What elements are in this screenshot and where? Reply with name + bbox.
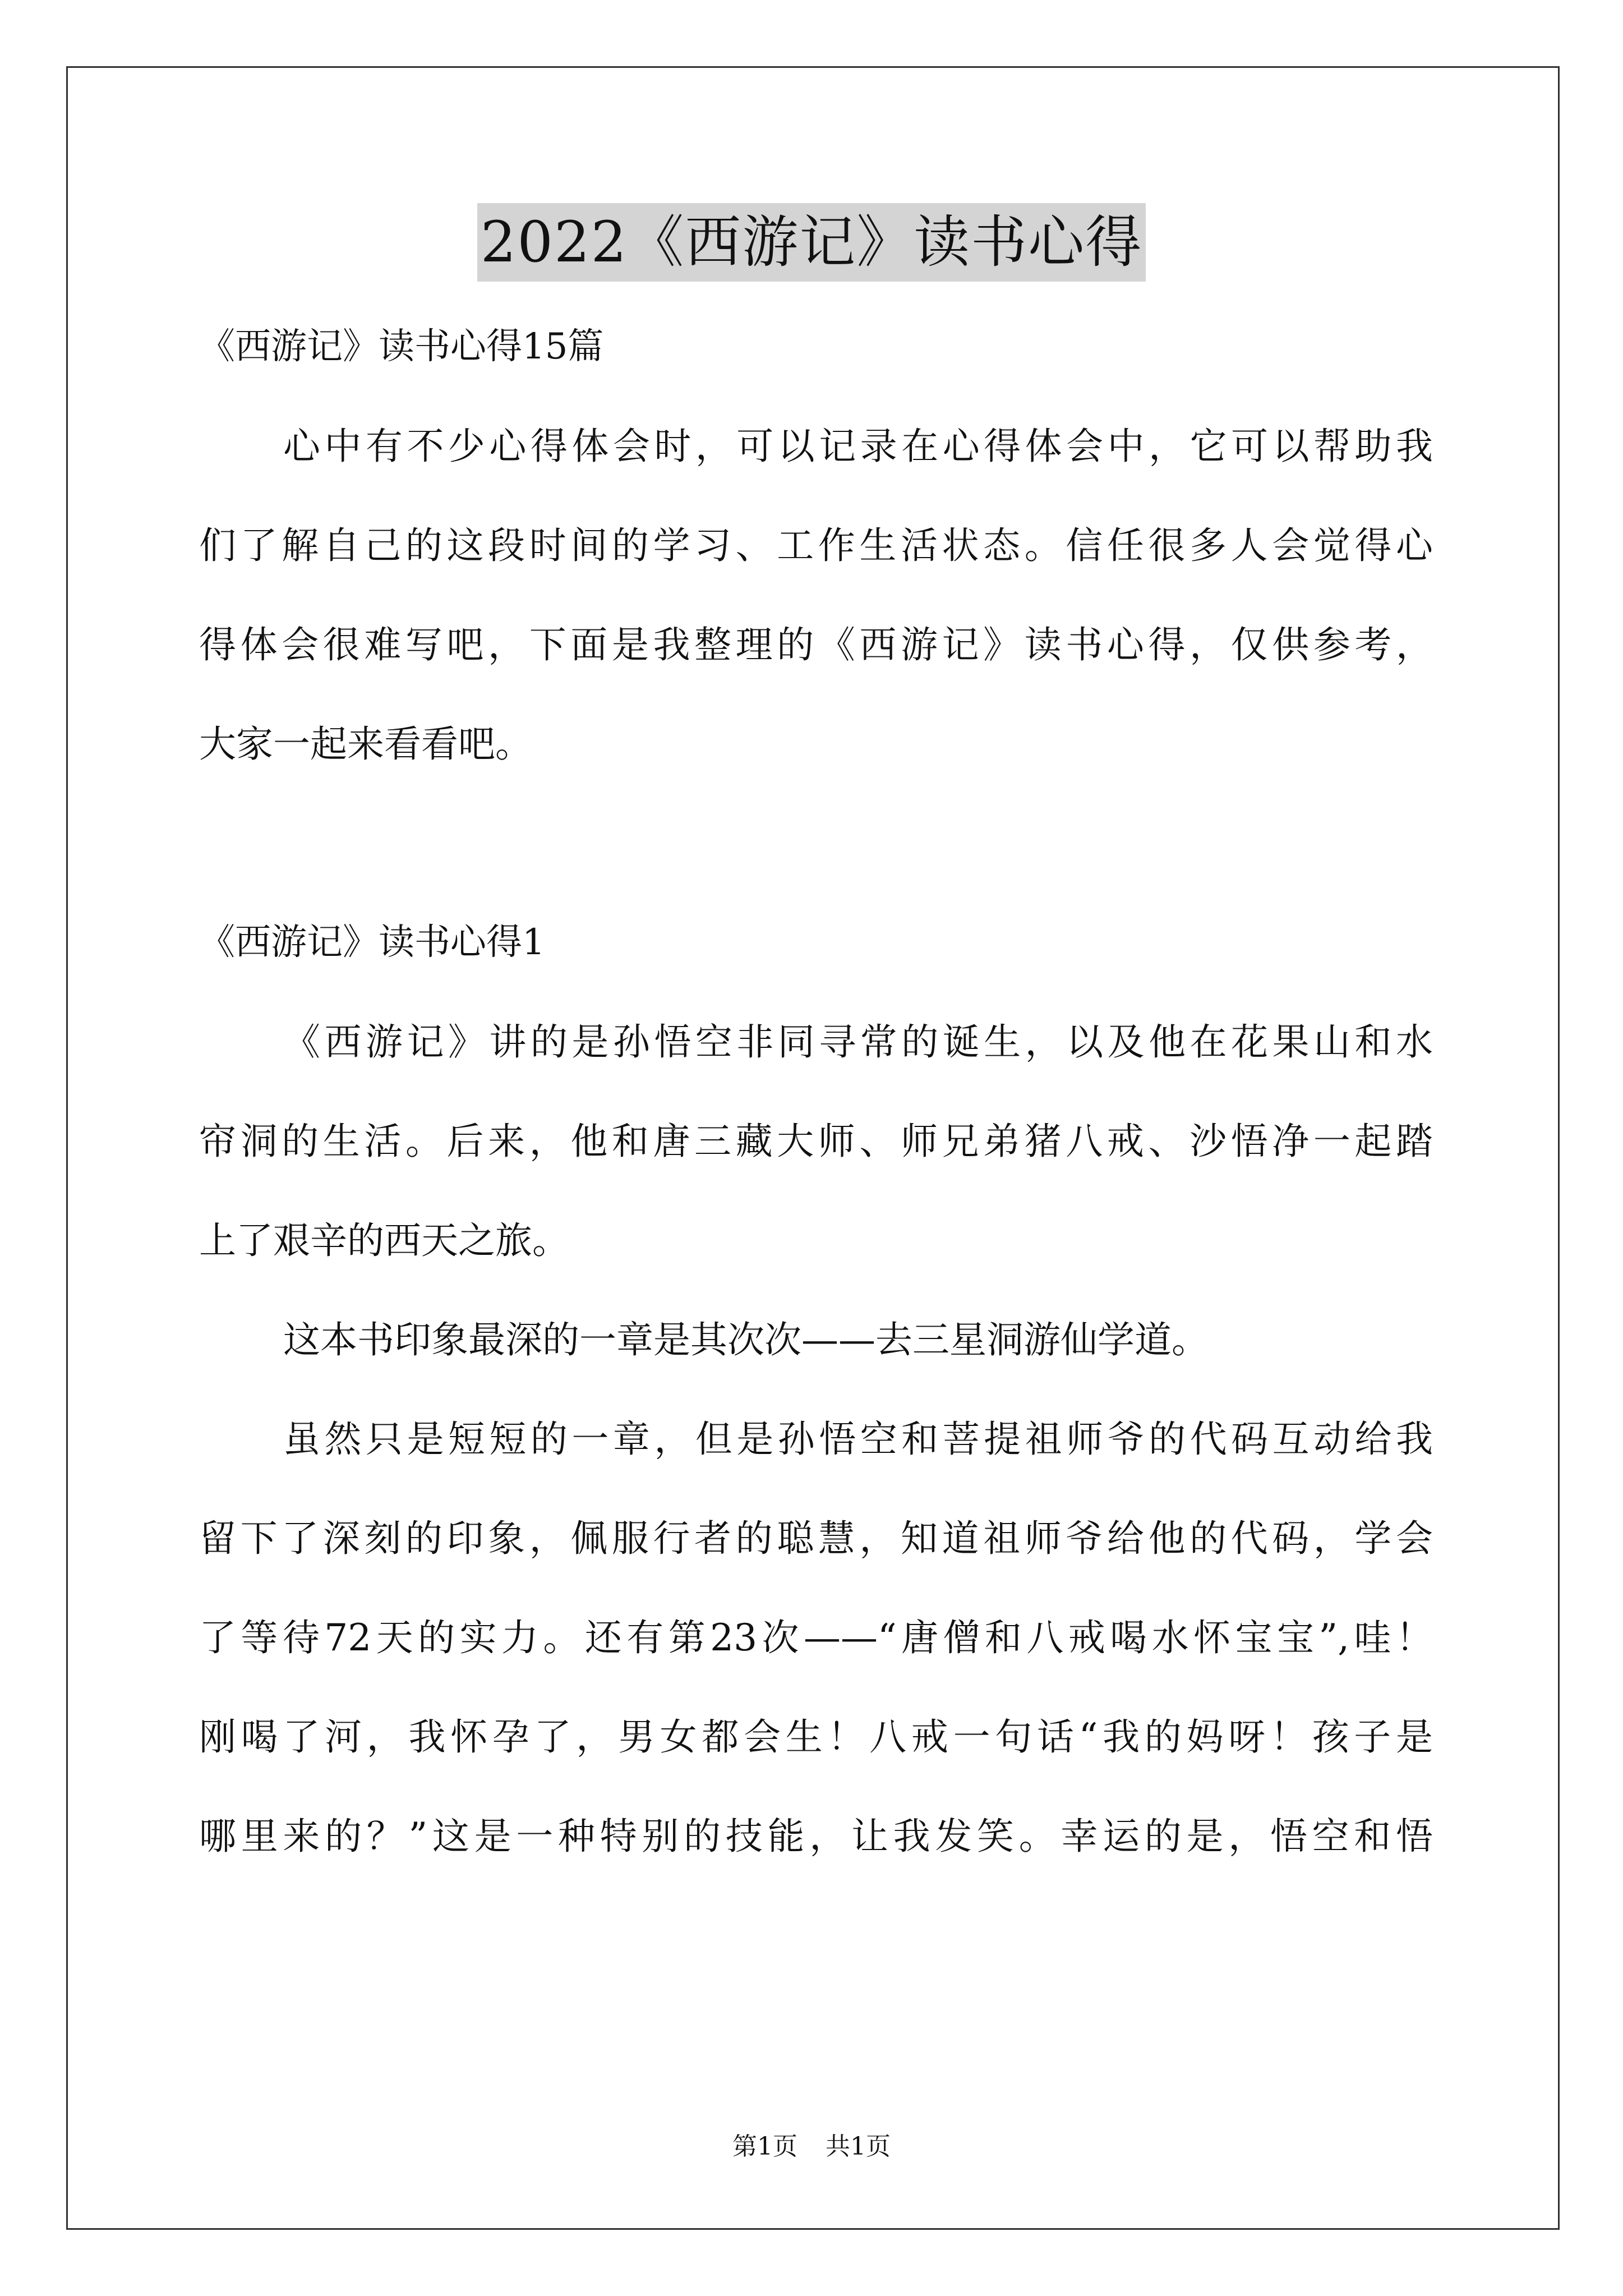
title-wrap (0, 203, 1623, 282)
spacer (199, 794, 1433, 893)
section-heading: 《西游记》读书心得1 (199, 922, 545, 963)
paragraph-line: 帘洞的生活。后来，他和唐三藏大师、师兄弟猪八戒、沙悟净一起踏 (199, 1120, 1433, 1163)
main-heading: 《西游记》读书心得15篇 (199, 326, 604, 367)
paragraph-line: 留下了深刻的印象，佩服行者的聪慧，知道祖师爷给他的代码，学会 (199, 1517, 1433, 1560)
page-footer (0, 2126, 1623, 2162)
page-number: 第1页 (732, 2132, 797, 2161)
paragraph-line: 虽然只是短短的一章，但是孙悟空和菩提祖师爷的代码互动给我 (283, 1418, 1433, 1461)
document-title: 2022《西游记》读书心得 (477, 203, 1146, 282)
intro-line: 大家一起来看看吧。 (199, 723, 532, 766)
paragraph-line: 哪里来的？”这是一种特别的技能，让我发笑。幸运的是，悟空和悟 (199, 1815, 1433, 1858)
paragraph-line: 上了艰辛的西天之旅。 (199, 1219, 569, 1262)
intro-paragraph (199, 397, 1433, 794)
paragraph-line: 《西游记》讲的是孙悟空非同寻常的诞生，以及他在花果山和水 (283, 1020, 1433, 1064)
paragraph-2 (199, 1290, 1433, 1389)
paragraph-line: 这本书印象最深的一章是其次次——去三星洞游仙学道。 (283, 1318, 1209, 1361)
intro-line: 心中有不少心得体会时，可以记录在心得体会中，它可以帮助我 (283, 425, 1433, 468)
paragraph-line: 了等待72天的实力。还有第23次——“唐僧和八戒喝水怀宝宝”,哇！ (199, 1616, 1433, 1659)
intro-line: 们了解自己的这段时间的学习、工作生活状态。信任很多人会觉得心 (199, 524, 1433, 567)
page-total: 共1页 (826, 2132, 891, 2161)
paragraph-1 (199, 992, 1433, 1290)
document-body (199, 297, 1433, 1886)
intro-line: 得体会很难写吧，下面是我整理的《西游记》读书心得，仅供参考， (199, 623, 1433, 666)
paragraph-line: 刚喝了河，我怀孕了，男女都会生！八戒一句话“我的妈呀！孩子是 (199, 1715, 1433, 1759)
paragraph-3 (199, 1389, 1433, 1886)
